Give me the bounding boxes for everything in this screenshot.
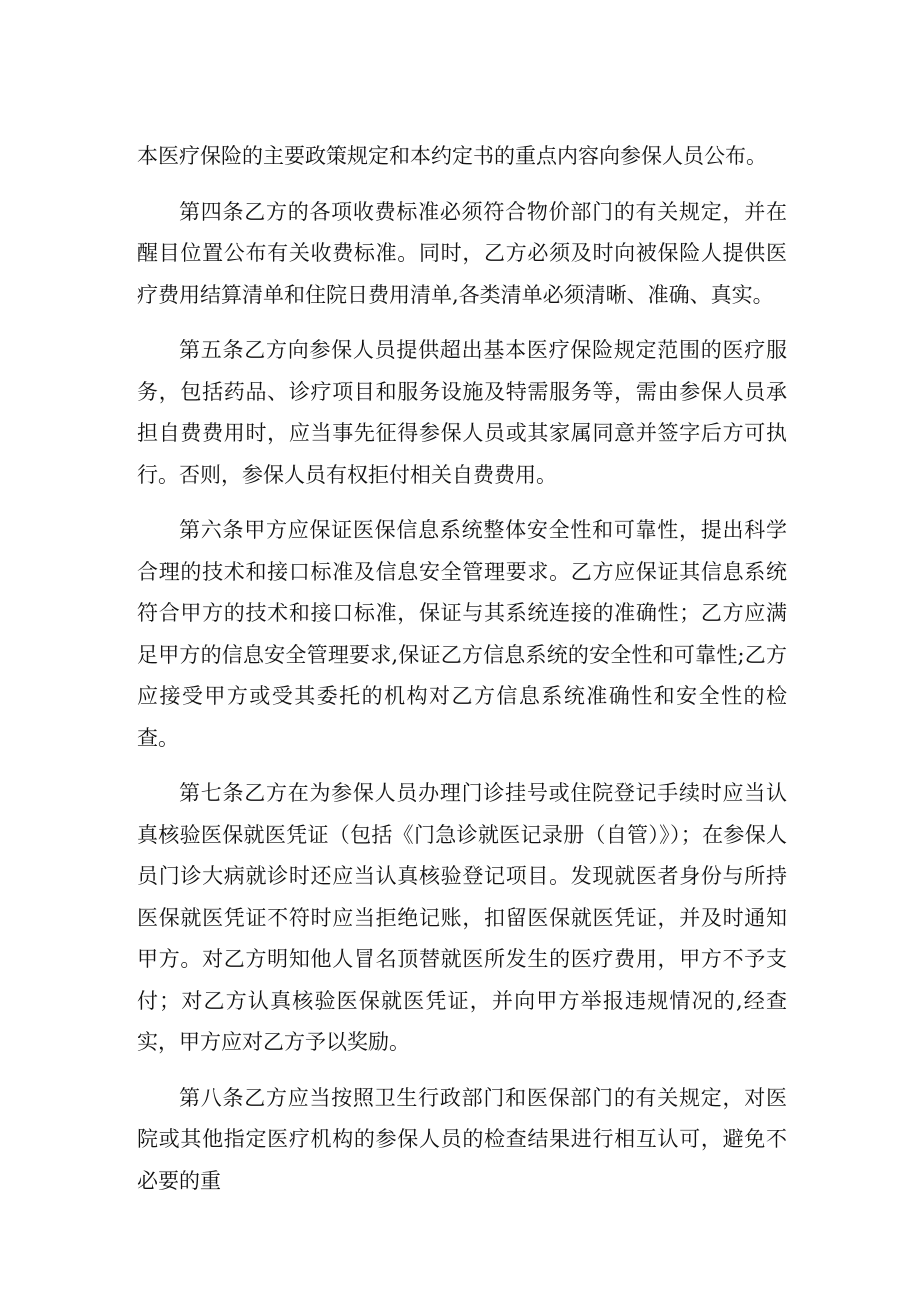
paragraph-article-4: 第四条乙方的各项收费标准必须符合物价部门的有关规定，并在醒目位置公布有关收费标准。同时，乙方必须及时向被保险人提供医疗费用结算清单和住院日费用清单,各类清单必须清晰、准确、真实。 xyxy=(137,199,787,307)
paragraph-article-5: 第五条乙方向参保人员提供超出基本医疗保险规定范围的医疗服务，包括药品、诊疗项目和服务设施及特需服务等，需由参保人员承担自费费用时，应当事先征得参保人员或其家属同意并签字后方可执行。否则，参保人员有权拒付相关自费费用。 xyxy=(137,338,787,487)
document-body xyxy=(137,136,787,1216)
paragraph-continuation: 本医疗保险的主要政策规定和本约定书的重点内容向参保人员公布。 xyxy=(137,144,767,168)
paragraph-article-7: 第七条乙方在为参保人员办理门诊挂号或住院登记手续时应当认真核验医保就医凭证（包括《门急诊就医记录册（自管）》）；在参保人员门诊大病就诊时还应当认真核验登记项目。发现就医者身份与所持医保就医凭证不符时应当拒绝记账，扣留医保就医凭证，并及时通知甲方。对乙方明知他人冒名顶替就医所发生的医疗费用，甲方不予支付；对乙方认真核验医保就医凭证，并向甲方举报违规情况的,经查实，甲方应对乙方予以奖励。 xyxy=(137,781,787,1054)
paragraph-article-8: 第八条乙方应当按照卫生行政部门和医保部门的有关规定，对医院或其他指定医疗机构的参保人员的检查结果进行相互认可，避免不必要的重 xyxy=(137,1085,787,1193)
paragraph-article-6: 第六条甲方应保证医保信息系统整体安全性和可靠性，提出科学合理的技术和接口标准及信息安全管理要求。乙方应保证其信息系统符合甲方的技术和接口标准，保证与其系统连接的准确性；乙方应满足甲方的信息安全管理要求,保证乙方信息系统的安全性和可靠性;乙方应接受甲方或受其委托的机构对乙方信息系统准确性和安全性的检查。 xyxy=(137,518,787,750)
